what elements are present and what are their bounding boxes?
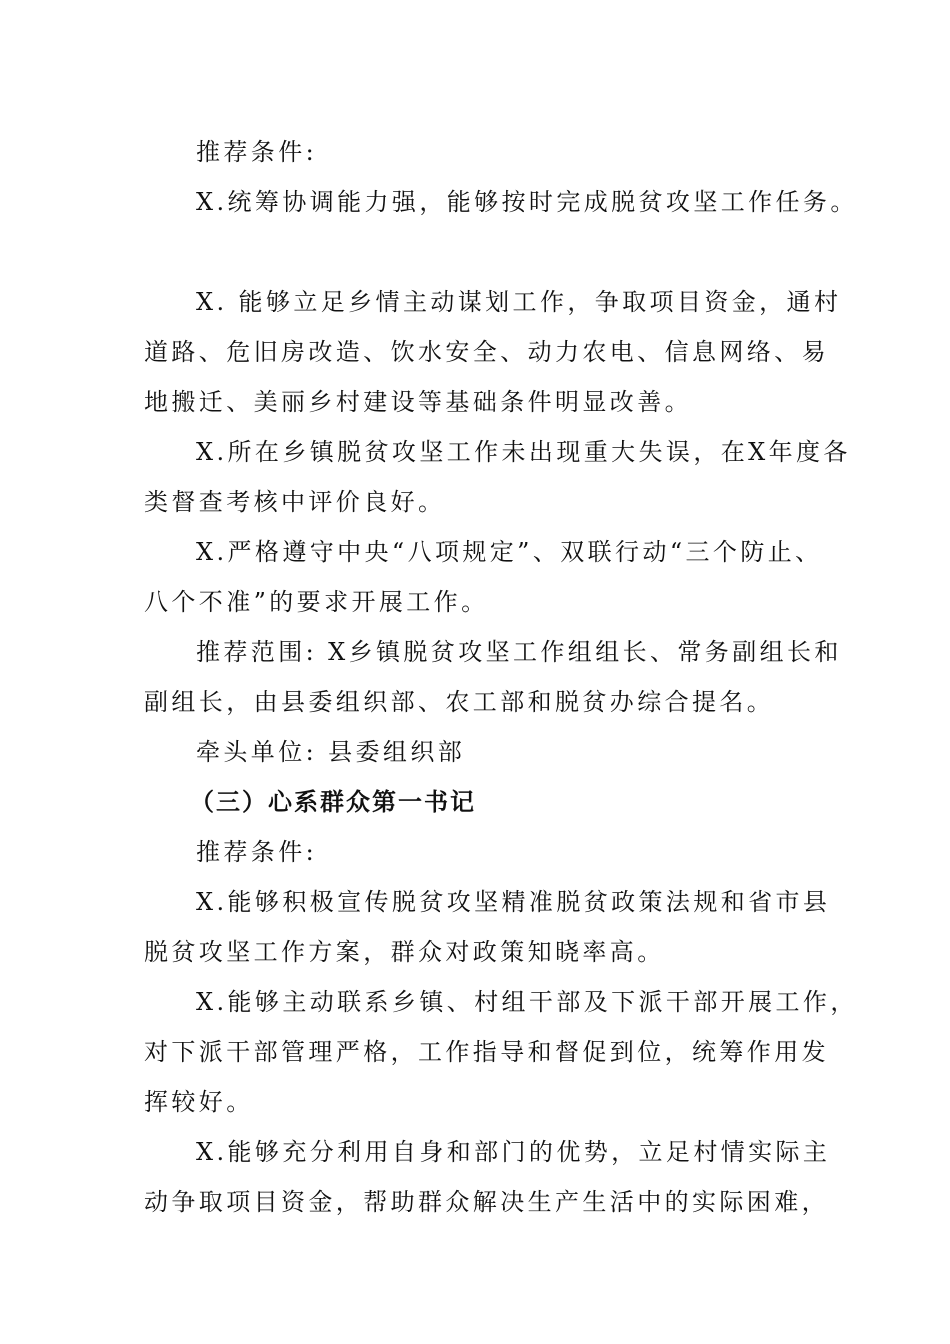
paragraph-line: 类督查考核中评价良好。 bbox=[144, 488, 446, 516]
paragraph-line: 地搬迁、美丽乡村建设等基础条件明显改善。 bbox=[144, 388, 692, 416]
paragraph-line: X.能够主动联系乡镇、村组干部及下派干部开展工作， bbox=[196, 988, 858, 1016]
criteria-label: 推荐条件: bbox=[196, 138, 318, 166]
paragraph-line: 对下派干部管理严格，工作指导和督促到位，统筹作用发 bbox=[144, 1038, 829, 1066]
paragraph-line: 挥较好。 bbox=[144, 1088, 254, 1116]
paragraph-line: X.统筹协调能力强，能够按时完成脱贫攻坚工作任务。 bbox=[196, 188, 858, 216]
scope-line: 副组长，由县委组织部、农工部和脱贫办综合提名。 bbox=[144, 688, 775, 716]
criteria-label: 推荐条件: bbox=[196, 838, 318, 866]
paragraph-line: X.严格遵守中央“八项规定”、双联行动“三个防止、 bbox=[196, 538, 823, 566]
paragraph-line: 道路、危旧房改造、饮水安全、动力农电、信息网络、易 bbox=[144, 338, 829, 366]
paragraph-line: 脱贫攻坚工作方案，群众对政策知晓率高。 bbox=[144, 938, 665, 966]
scope-line: 推荐范围: X乡镇脱贫攻坚工作组组长、常务副组长和 bbox=[196, 638, 842, 666]
paragraph-line: 动争取项目资金，帮助群众解决生产生活中的实际困难， bbox=[144, 1188, 829, 1216]
paragraph-line: 八个不准”的要求开展工作。 bbox=[144, 588, 489, 616]
paragraph-line: X.能够积极宣传脱贫攻坚精准脱贫政策法规和省市县 bbox=[196, 888, 831, 916]
lead-unit-line: 牵头单位: 县委组织部 bbox=[196, 738, 466, 766]
paragraph-line: X.能够充分利用自身和部门的优势，立足村情实际主 bbox=[196, 1138, 831, 1166]
paragraph-line: X.所在乡镇脱贫攻坚工作未出现重大失误，在X年度各 bbox=[196, 438, 851, 466]
section-heading: （三）心系群众第一书记 bbox=[190, 788, 476, 816]
paragraph-line: X. 能够立足乡情主动谋划工作，争取项目资金，通村 bbox=[196, 288, 842, 316]
